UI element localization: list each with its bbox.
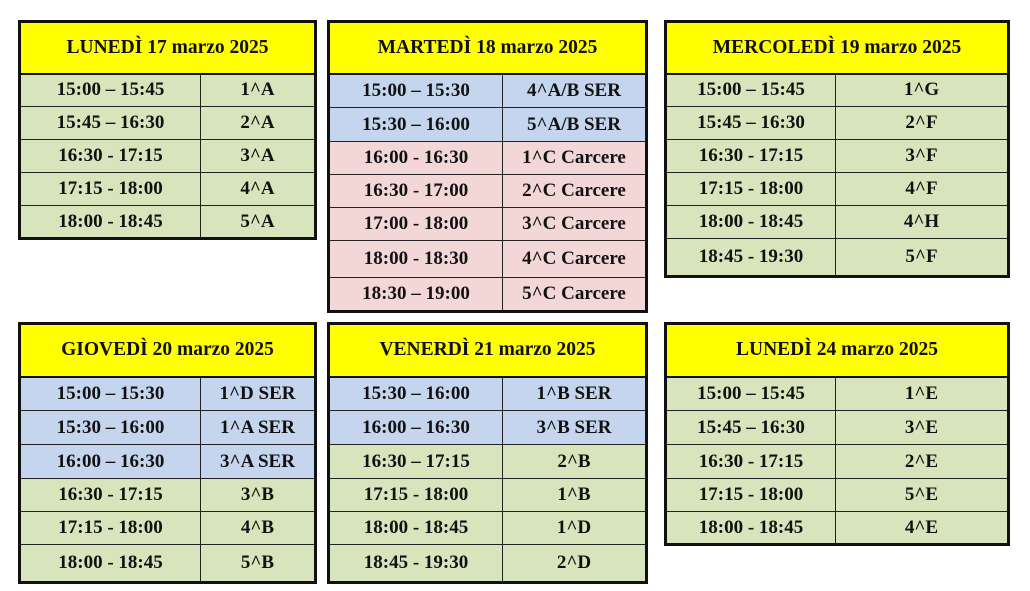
class-cell: 4^E: [836, 512, 1009, 545]
time-cell: 17:15 - 18:00: [329, 479, 503, 512]
table-title: LUNEDÌ 17 marzo 2025: [20, 22, 316, 74]
time-cell: 15:00 – 15:45: [666, 74, 836, 107]
schedule-table-giovedi-20: [18, 322, 317, 584]
class-cell: 2^C Carcere: [503, 175, 647, 208]
table-title: VENERDÌ 21 marzo 2025: [329, 324, 647, 377]
time-cell: 16:30 - 17:15: [666, 140, 836, 173]
table-title: GIOVEDÌ 20 marzo 2025: [20, 324, 316, 377]
time-cell: 18:30 – 19:00: [329, 278, 503, 312]
time-cell: 15:45 – 16:30: [666, 107, 836, 140]
class-cell: 2^E: [836, 445, 1009, 479]
class-cell: 1^B SER: [503, 377, 647, 411]
time-cell: 15:30 – 16:00: [329, 108, 503, 142]
class-cell: 3^B SER: [503, 411, 647, 445]
schedule-table-mercoledi-19: [664, 20, 1010, 278]
class-cell: 4^F: [836, 173, 1009, 206]
time-cell: 17:15 - 18:00: [20, 173, 201, 206]
time-cell: 15:00 – 15:30: [329, 74, 503, 108]
class-cell: 5^E: [836, 479, 1009, 512]
class-cell: 3^A: [201, 140, 316, 173]
time-cell: 18:00 - 18:30: [329, 241, 503, 278]
time-cell: 16:30 - 17:15: [666, 445, 836, 479]
time-cell: 17:15 - 18:00: [20, 512, 201, 545]
class-cell: 4^C Carcere: [503, 241, 647, 278]
class-cell: 4^B: [201, 512, 316, 545]
class-cell: 5^B: [201, 545, 316, 583]
time-cell: 18:00 - 18:45: [20, 206, 201, 239]
schedule-table-lunedi-24: [664, 322, 1010, 546]
time-cell: 15:30 – 16:00: [329, 377, 503, 411]
time-cell: 15:45 – 16:30: [20, 107, 201, 140]
class-cell: 4^A/B SER: [503, 74, 647, 108]
class-cell: 3^E: [836, 411, 1009, 445]
time-cell: 18:00 - 18:45: [329, 512, 503, 545]
class-cell: 1^D SER: [201, 377, 316, 411]
time-cell: 16:00 – 16:30: [329, 411, 503, 445]
table-title: MERCOLEDÌ 19 marzo 2025: [666, 22, 1009, 74]
class-cell: 5^F: [836, 239, 1009, 277]
table-title: LUNEDÌ 24 marzo 2025: [666, 324, 1009, 377]
time-cell: 15:00 – 15:45: [20, 74, 201, 107]
class-cell: 5^A/B SER: [503, 108, 647, 142]
time-cell: 16:30 – 17:15: [329, 445, 503, 479]
class-cell: 3^F: [836, 140, 1009, 173]
class-cell: 3^C Carcere: [503, 208, 647, 241]
class-cell: 1^D: [503, 512, 647, 545]
class-cell: 3^A SER: [201, 445, 316, 479]
class-cell: 1^A: [201, 74, 316, 107]
time-cell: 16:30 - 17:15: [20, 140, 201, 173]
class-cell: 5^C Carcere: [503, 278, 647, 312]
class-cell: 1^B: [503, 479, 647, 512]
class-cell: 2^A: [201, 107, 316, 140]
time-cell: 15:30 – 16:00: [20, 411, 201, 445]
schedule-table-venerdi-21: [327, 322, 648, 584]
time-cell: 17:15 - 18:00: [666, 173, 836, 206]
class-cell: 5^A: [201, 206, 316, 239]
time-cell: 15:45 – 16:30: [666, 411, 836, 445]
class-cell: 4^H: [836, 206, 1009, 239]
time-cell: 16:00 - 16:30: [329, 142, 503, 175]
class-cell: 1^C Carcere: [503, 142, 647, 175]
time-cell: 18:00 - 18:45: [666, 206, 836, 239]
class-cell: 2^B: [503, 445, 647, 479]
class-cell: 2^F: [836, 107, 1009, 140]
time-cell: 18:45 - 19:30: [666, 239, 836, 277]
time-cell: 15:00 – 15:45: [666, 377, 836, 411]
time-cell: 17:00 - 18:00: [329, 208, 503, 241]
table-title: MARTEDÌ 18 marzo 2025: [329, 22, 647, 74]
time-cell: 18:00 - 18:45: [20, 545, 201, 583]
time-cell: 16:30 - 17:00: [329, 175, 503, 208]
class-cell: 3^B: [201, 479, 316, 512]
schedule-table-lunedi-17: [18, 20, 317, 240]
class-cell: 1^G: [836, 74, 1009, 107]
time-cell: 18:45 - 19:30: [329, 545, 503, 583]
class-cell: 1^E: [836, 377, 1009, 411]
class-cell: 1^A SER: [201, 411, 316, 445]
time-cell: 18:00 - 18:45: [666, 512, 836, 545]
time-cell: 16:30 - 17:15: [20, 479, 201, 512]
class-cell: 4^A: [201, 173, 316, 206]
time-cell: 16:00 – 16:30: [20, 445, 201, 479]
schedule-table-martedi-18: [327, 20, 648, 313]
time-cell: 15:00 – 15:30: [20, 377, 201, 411]
time-cell: 17:15 - 18:00: [666, 479, 836, 512]
class-cell: 2^D: [503, 545, 647, 583]
